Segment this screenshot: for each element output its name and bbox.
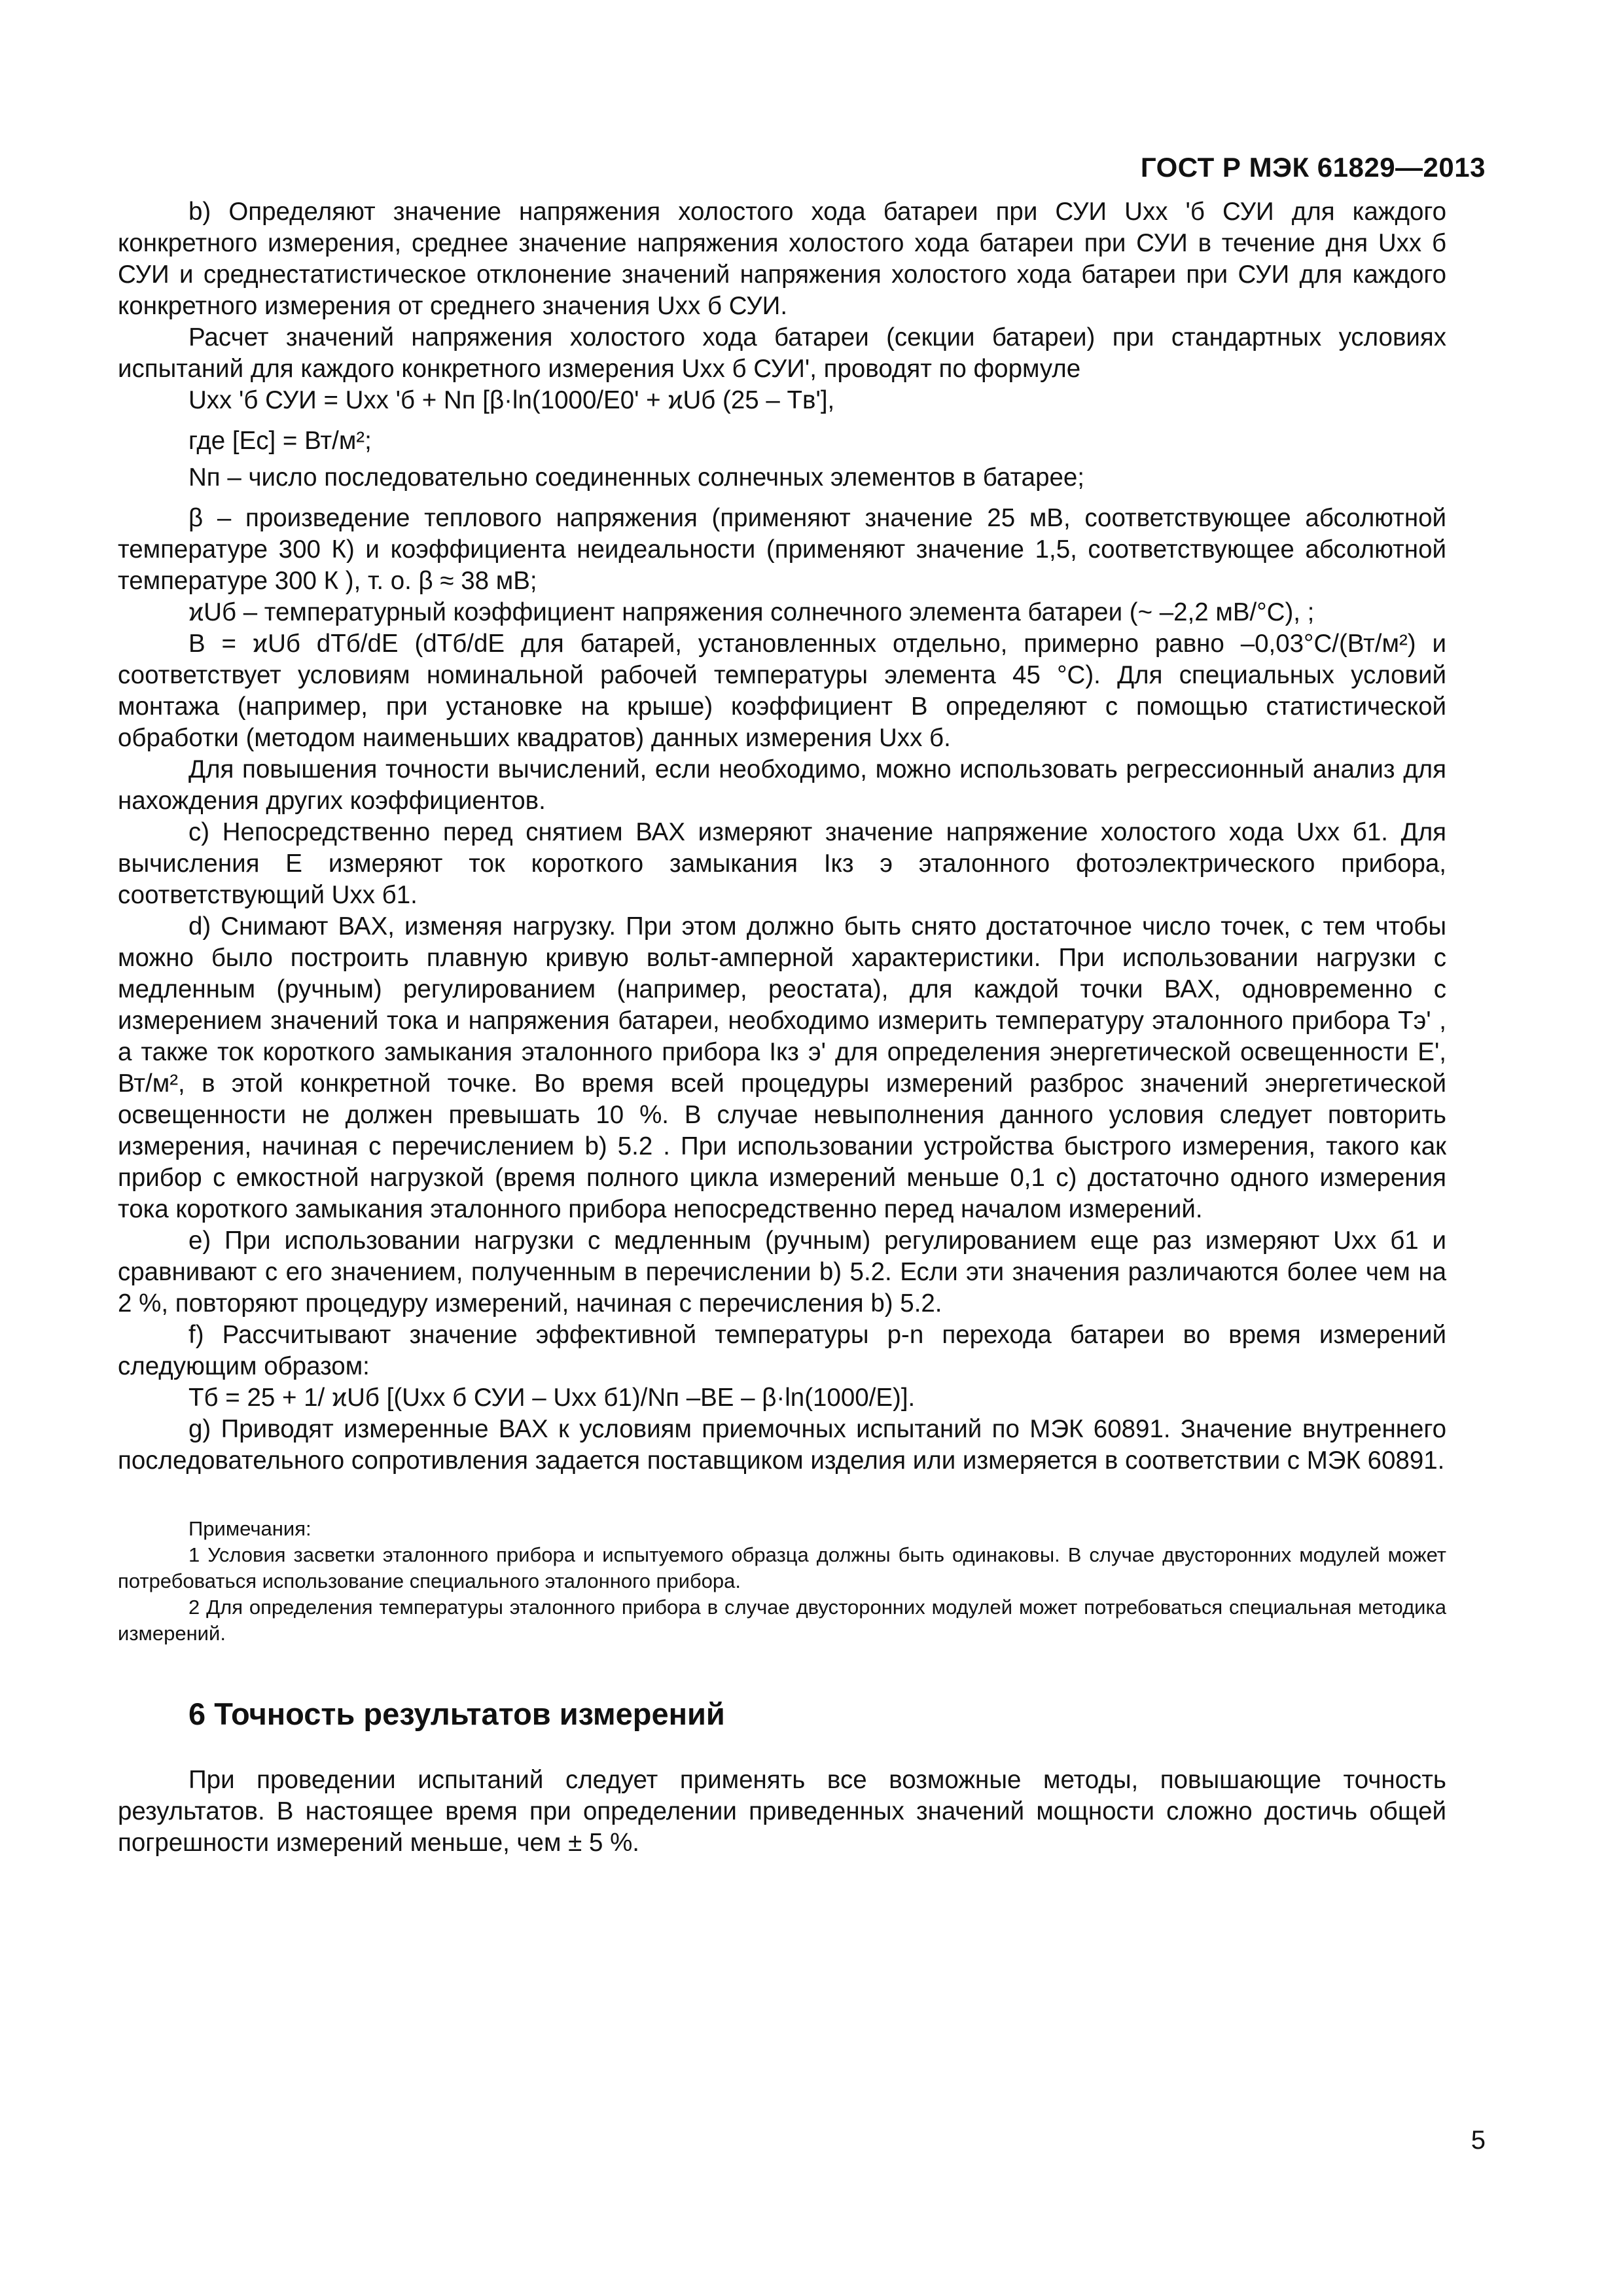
formula-where-units: где [Eс] = Вт/м²;	[188, 427, 372, 455]
formula-uxx-sui: Uхх 'б СУИ = Uхх 'б + Nп [β·ln(1000/E0' + ϰUб (25 – Tв'],	[188, 386, 835, 414]
standard-designation: ГОСТ Р МЭК 61829—2013	[1140, 152, 1486, 183]
paragraph-g: g) Приводят измеренные ВАХ к условиям приемочных испытаний по МЭК 60891. Значение внутреннего последовательного сопротивления задается поставщиком изделия или измеряется в соответствии с МЭК 60891.	[118, 1415, 1446, 1475]
page-number: 5	[1471, 2126, 1486, 2155]
notes-block	[118, 1516, 1446, 1647]
note-2: 2 Для определения температуры эталонного прибора в случае двусторонних модулей может потребоваться специальная методика измерений.	[118, 1596, 1446, 1645]
paragraph-calculation: Расчет значений напряжения холостого хода батареи (секции батареи) при стандартных условиях испытаний для каждого конкретного измерения Uхх б СУИ', проводят по формуле	[118, 323, 1446, 383]
section-6-heading: 6 Точность результатов измерений	[188, 1696, 725, 1731]
paragraph-f: f) Рассчитывают значение эффективной температуры p-n перехода батареи во время измерений следующим образом:	[118, 1321, 1446, 1380]
paragraph-regression: Для повышения точности вычислений, если необходимо, можно использовать регрессионный анализ для нахождения других коэффициентов.	[118, 755, 1446, 815]
paragraph-d: d) Снимают ВАХ, изменяя нагрузку. При этом должно быть снято достаточное число точек, с тем чтобы можно было построить плавную кривую вольт-амперной характеристики. При использовании нагрузки с медленным (ручным) регулированием (например, реостата), для каждой точки ВАХ, одновременно с измерением значений тока и напряжения батареи, необходимо измерить температуру эталонного прибора Tэ' , а также ток короткого замыкания эталонного прибора Iкз э' для определения энергетической освещенности E', Вт/м², в этой конкретной точке. Во время всей процедуры измерений разброс значений энергетической освещенности не должен превышать 10 %. В случае невыполнения данного условия следует повторить измерения, начиная с перечислением b) 5.2 . При использовании устройства быстрого измерения, такого как прибор с емкостной нагрузкой (время полного цикла измерений меньше 0,1 с) достаточно одного измерения тока короткого замыкания эталонного прибора непосредственно перед началом измерений.	[118, 912, 1446, 1223]
definition-b-coefficient: B = ϰUб dTб/dE (dTб/dE для батарей, установленных отдельно, примерно равно –0,03°С/(Вт/м²) и соответствует условиям номинальной рабочей температуры элемента 45 °С). Для специальных условий монтажа (например, при установке на крыше) коэффициент B определяют с помощью статистической обработки (методом наименьших квадратов) данных измерения Uхх б.	[118, 630, 1446, 752]
paragraph-b: b) Определяют значение напряжения холостого хода батареи при СУИ Uхх 'б СУИ для каждого конкретного измерения, среднее значение напряжения холостого хода батареи при СУИ в течение дня Uхх б СУИ и среднестатистическое отклонение значений напряжения холостого хода батареи при СУИ для каждого конкретного измерения от среднего значения Uхх б СУИ.	[118, 198, 1446, 320]
section-6-text: При проведении испытаний следует применять все возможные методы, повышающие точность результатов. В настоящее время при определении приведенных значений мощности сложно достичь общей погрешности измерений меньше, чем ± 5 %.	[118, 1766, 1446, 1857]
notes-title: Примечания:	[188, 1517, 312, 1540]
paragraph-e: e) При использовании нагрузки с медленным (ручным) регулированием еще раз измеряют Uхх б1 и сравнивают с его значением, полученным в перечислении b) 5.2. Если эти значения различаются более чем на 2 %, повторяют процедуру измерений, начиная с перечисления b) 5.2.	[118, 1227, 1446, 1318]
note-1: 1 Условия засветки эталонного прибора и испытуемого образца должны быть одинаковы. В случае двусторонних модулей может потребоваться использование специального эталонного прибора.	[118, 1543, 1446, 1592]
definition-np: Nп – число последовательно соединенных солнечных элементов в батарее;	[188, 463, 1085, 492]
formula-tb: Tб = 25 + 1/ ϰUб [(Uхх б СУИ – Uхх б1)/Nп –BE – β·ln(1000/E)].	[188, 1384, 916, 1412]
page-content	[118, 196, 1446, 1859]
definition-kappa: ϰUб – температурный коэффициент напряжения солнечного элемента батареи (~ –2,2 мВ/°С), ;	[188, 598, 1315, 626]
paragraph-c: c) Непосредственно перед снятием ВАХ измеряют значение напряжение холостого хода Uхх б1. Для вычисления E измеряют ток короткого замыкания Iкз э эталонного фотоэлектрического прибора, соответствующий Uхх б1.	[118, 818, 1447, 909]
definition-beta: β – произведение теплового напряжения (применяют значение 25 мВ, соответствующее абсолютной температуре 300 К) и коэффициента неидеальности (применяют значение 1,5, соответствующее абсолютной температуре 300 К ), т. о. β ≈ 38 мВ;	[118, 504, 1446, 595]
